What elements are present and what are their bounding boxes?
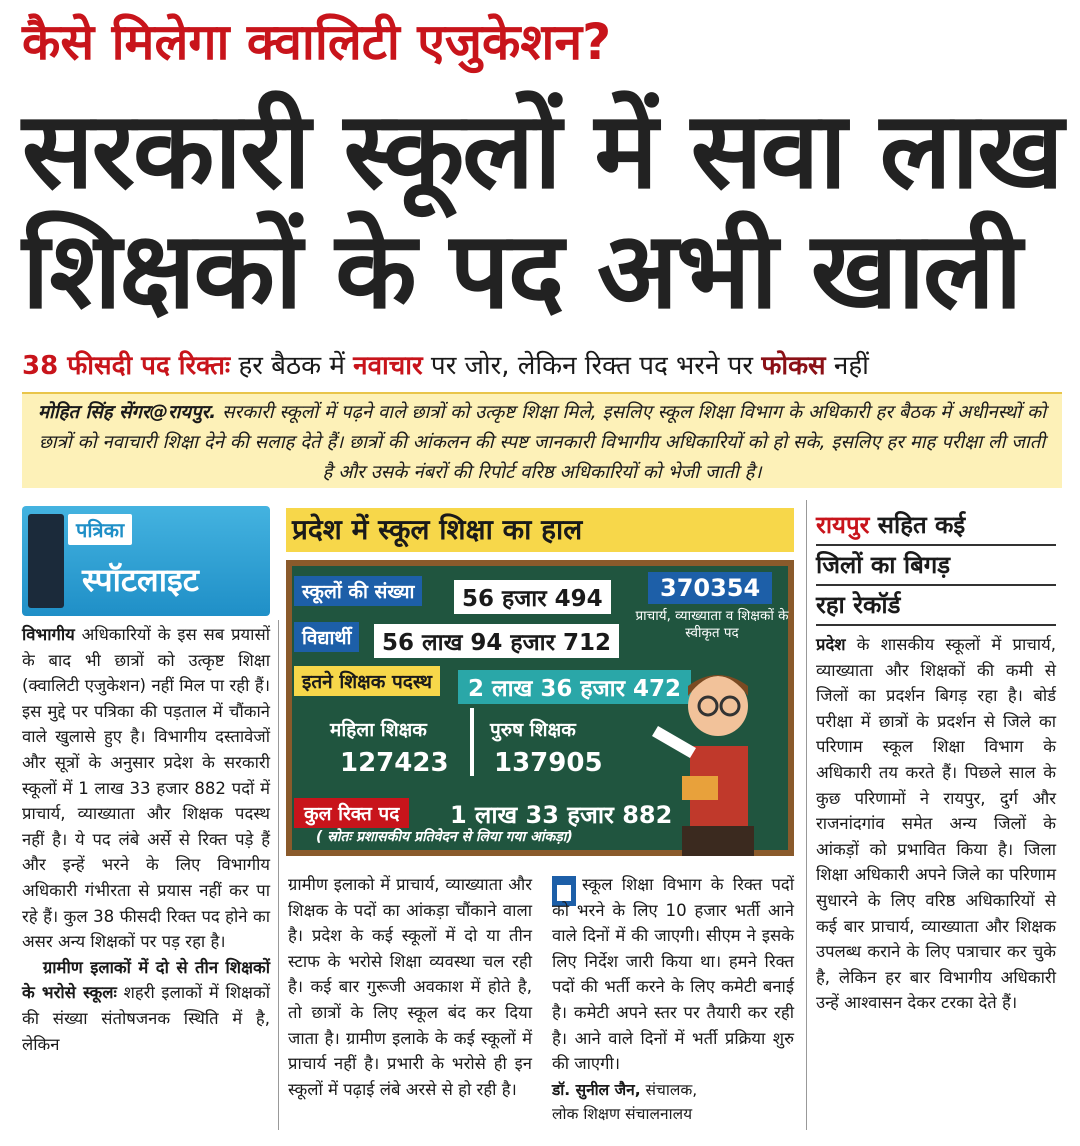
vacant-label: कुल रिक्त पद bbox=[294, 798, 409, 828]
infographic-board bbox=[286, 560, 794, 856]
intro-byline: मोहित सिंह सेंगर@रायपुर. bbox=[37, 402, 217, 423]
spotlight-banner bbox=[22, 506, 270, 616]
kicker: कैसे मिलेगा क्वालिटी एजुकेशन? bbox=[22, 13, 612, 71]
students-label: विद्यार्थी bbox=[294, 622, 359, 652]
quote-name: डॉ. सुनील जैन, bbox=[552, 1081, 641, 1099]
column-3 bbox=[552, 872, 794, 1077]
spotlight-label: स्पॉटलाइट bbox=[82, 561, 199, 599]
intro-text: सरकारी स्कूलों में पढ़ने वाले छात्रों को उत्कृष्ट शिक्षा मिले, इसलिए स्कूल शिक्षा विभाग के अधिकारी हर बैठक में अधीनस्थों को छात्रों को नवाचारी शिक्षा देने की सलाह देते हैं। छात्रों की आंकलन की स्पष्ट जानकारी विभागीय अधिकारियों को हो सके, इसलिए हर माह परीक्षा ली जाती है और उसके नंबरों की रिपोर्ट वरिष्ठ अधिकारियों को भेजी जाती है। bbox=[38, 402, 1047, 483]
posted-value: 2 लाख 36 हजार 472 bbox=[458, 670, 691, 704]
column-1 bbox=[22, 622, 270, 1057]
infographic-title: प्रदेश में स्कूल शिक्षा का हाल bbox=[292, 513, 583, 546]
sidebar-head-3: रहा रेकॉर्ड bbox=[816, 586, 1056, 626]
quote-office: लोक शिक्षण संचालनालय bbox=[552, 1105, 693, 1123]
female-label: महिला शिक्षक bbox=[330, 719, 427, 741]
quote-byline bbox=[552, 1078, 794, 1126]
sanctioned-value: 370354 bbox=[648, 572, 772, 604]
sidebar-body bbox=[816, 632, 1056, 1016]
students-value: 56 लाख 94 हजार 712 bbox=[374, 624, 619, 658]
col1-text-2: शहरी इलाकों में शिक्षकों की संख्या संतोषजनक स्थिति में है, लेकिन bbox=[22, 983, 270, 1054]
infographic-source: ( स्रोतः प्रशासकीय प्रतिवेदन से लिया गया आंकड़ा) bbox=[316, 829, 573, 845]
sidebar-head-red: रायपुर bbox=[816, 511, 870, 539]
deck-text-3: नहीं bbox=[825, 351, 869, 381]
sidebar-text: के शासकीय स्कूलों में प्राचार्य, व्याख्याता और शिक्षकों की कमी से जिलों का प्रदर्शन बिगड़ रहा है। बोर्ड परीक्षा में छात्रों के प्रदर्शन से जिले का परिणाम स्कूल शिक्षा विभाग के अधिकारी तय करते हैं। पिछले साल के कुछ परिणामों ने रायपुर, दुर्ग और राजनांदगांव समेत अन्य जिलों के आंकड़ों को प्रभावित किया है। जिला शिक्षा अधिकारी अपने जिले का परिणाम सुधारने के लिए वरिष्ठ अधिकारियों से कई बार प्राचार्य, व्याख्याता और शिक्षक उपलब्ध कराने के लिए पत्राचार कर चुके है, लेकिन हर बार विभागीय अधिकारी उन्हें आश्वासन देकर टरका देते हैं। bbox=[816, 635, 1056, 1013]
gender-divider bbox=[470, 708, 474, 776]
headline-line-2: शिक्षकों के पद अभी खाली bbox=[22, 209, 1021, 332]
male-value: 137905 bbox=[494, 748, 603, 778]
deck-lead: 38 फीसदी पद रिक्तः bbox=[22, 351, 231, 381]
spotlight-tag: पत्रिका bbox=[68, 514, 132, 545]
sidebar-lead: प्रदेश bbox=[816, 635, 846, 654]
schools-value: 56 हजार 494 bbox=[454, 580, 611, 614]
headline-line-1: सरकारी स्कूलों में सवा लाख bbox=[22, 89, 1062, 212]
column-2 bbox=[288, 872, 532, 1102]
intro-paragraph bbox=[22, 392, 1062, 488]
col1-lead: विभागीय bbox=[22, 625, 75, 644]
sidebar-headline bbox=[816, 506, 1056, 626]
posted-label: इतने शिक्षक पदस्थ bbox=[294, 666, 440, 696]
quote-designation: संचालक, bbox=[640, 1081, 698, 1099]
column-divider bbox=[278, 620, 279, 1130]
sidebar-head-1: सहित कई bbox=[869, 511, 966, 539]
col1-text: अधिकारियों के इस सब प्रयासों के बाद भी छात्रों को उत्कृष्ट शिक्षा (क्वालिटी एजुकेशन) नहीं मिल पा रही हैं। इस मुद्दे पर पत्रिका की पड़ताल में चौंकाने वाले खुलासे हुए है। विभागीय दस्तावेजों और सूत्रों के अनुसार प्रदेश के सरकारी स्कूलों में 1 लाख 33 हजार 882 पदों में प्राचार्य, व्याख्याता और शिक्षक पदस्थ नहीं है। ये पद लंबे अर्से से रिक्त पड़े हैं और इन्हें भरने के लिए विभागीय अधिकारी गंभीरता से प्रयास नहीं कर पा रहे हैं। कुल 38 फीसदी रिक्त पद होने का असर अन्य शिक्षकों पर पड़ रहा है। bbox=[22, 625, 270, 952]
male-label: पुरुष शिक्षक bbox=[490, 719, 576, 741]
vacant-value: 1 लाख 33 हजार 882 bbox=[450, 801, 673, 829]
deck-text-1: हर बैठक में bbox=[230, 351, 354, 381]
deck-highlight-1: नवाचार bbox=[353, 351, 423, 381]
deck-text-2: पर जोर, लेकिन रिक्त पद भरने पर bbox=[422, 351, 762, 381]
torch-icon bbox=[28, 514, 64, 608]
column-divider bbox=[806, 500, 807, 1130]
deck bbox=[22, 346, 869, 382]
deck-highlight-2: फोकस bbox=[761, 351, 826, 381]
col3-text: स्कूल शिक्षा विभाग के रिक्त पदों को भरने के लिए 10 हजार भर्ती आने वाले दिनों में की जाएगी। सीएम ने इसके लिए निर्देश जारी किया था। हमने रिक्त पदों की भर्ती करने के लिए कमेटी बनाई है। कमेटी अपने स्तर पर तैयारी कर रही है। आने वाले दिनों में भर्ती प्रक्रिया शुरु की जाएगी। bbox=[552, 875, 794, 1074]
teacher-illustration bbox=[652, 626, 782, 856]
col1-subhead: ग्रामीण इलाकों में दो से तीन शिक्षकों के भरोसे स्कूलः bbox=[22, 957, 271, 1003]
infographic-title-bar bbox=[286, 508, 794, 552]
col2-text: ग्रामीण इलाको में प्राचार्य, व्याख्याता और शिक्षक के पदों का आंकड़ा चौंकाने वाला है। प्रदेश के कई स्कूलों में दो या तीन स्टाफ के भरोसे शिक्षा व्यवस्था चल रही है। कई बार गुरूजी अवकाश में होते है, तो छात्रों के लिए स्कूल बंद कर दिया जाता है। ग्रामीण इलाके के कई स्कूलों में प्राचार्य नहीं है। प्रभारी के भरोसे ही इन स्कूलों में पढ़ाई लंबे अरसे से हो रही है। bbox=[288, 875, 532, 1099]
female-value: 127423 bbox=[340, 748, 449, 778]
schools-label: स्कूलों की संख्या bbox=[294, 576, 422, 606]
sidebar-head-2: जिलों का बिगड़ bbox=[816, 546, 1056, 586]
sanctioned-caption: प्राचार्य, व्याख्याता व शिक्षकों के स्वीकृत पद bbox=[635, 608, 789, 641]
